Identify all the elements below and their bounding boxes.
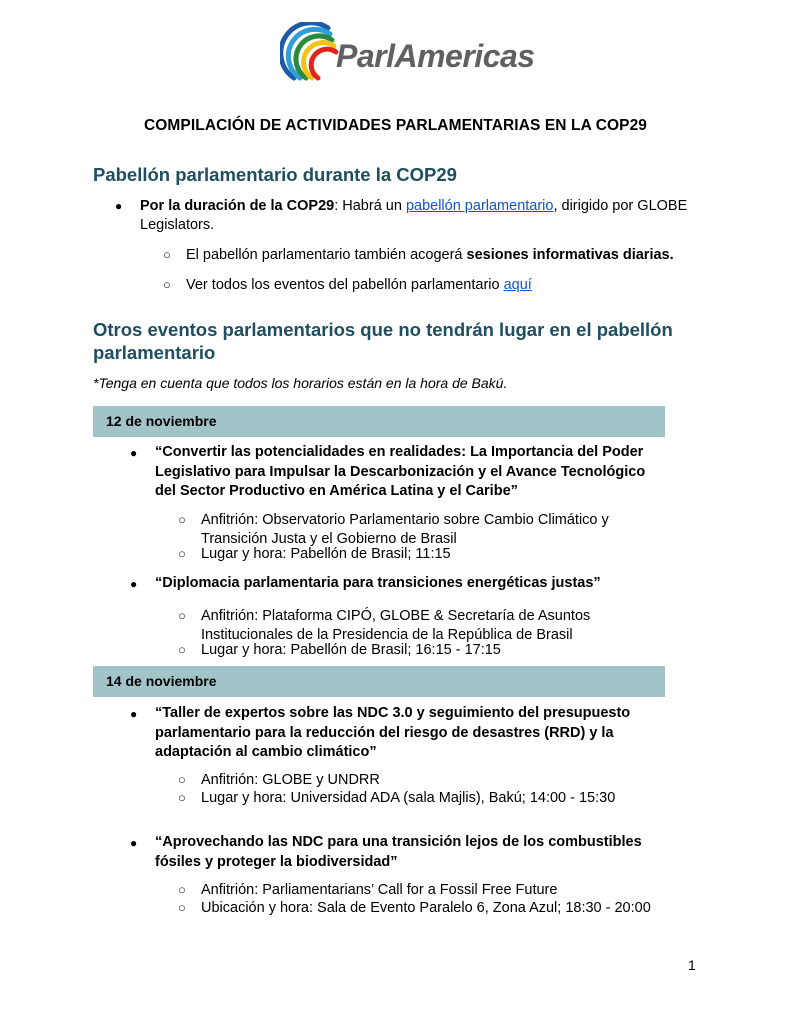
hollow-bullet-icon: ○ <box>178 546 186 561</box>
hollow-bullet-icon: ○ <box>178 772 186 787</box>
date-band <box>93 666 665 697</box>
date-label: 12 de noviembre <box>106 413 217 429</box>
event-place: Lugar y hora: Pabellón de Brasil; 16:15 - 17:15 <box>201 642 501 658</box>
event-place: Ubicación y hora: Sala de Evento Paralelo 6, Zona Azul; 18:30 - 20:00 <box>201 900 651 916</box>
event-host-line: Transición Justa y el Gobierno de Brasil <box>201 531 457 547</box>
event-title <box>155 574 601 594</box>
pavilion-bullet-line2: Legislators. <box>140 217 215 233</box>
event-title <box>155 443 645 502</box>
document-title: COMPILACIÓN DE ACTIVIDADES PARLAMENTARIAS EN LA COP29 <box>143 117 648 134</box>
hollow-bullet-icon: ○ <box>178 608 186 623</box>
bullet-icon: ● <box>130 707 138 721</box>
pavilion-sub-events <box>186 276 532 295</box>
pavilion-bullet-bold: Por la duración de la COP29 <box>140 198 335 214</box>
hollow-bullet-icon: ○ <box>163 247 171 262</box>
event-title <box>155 833 642 872</box>
events-text: Ver todos los eventos del pabellón parlamentario <box>186 277 504 293</box>
hollow-bullet-icon: ○ <box>178 512 186 527</box>
event-title <box>155 704 630 763</box>
pavilion-link[interactable]: pabellón parlamentario <box>405 198 554 214</box>
pavilion-bullet-text: : Habrá un <box>334 198 406 214</box>
pavilion-bullet-line1 <box>140 197 687 216</box>
hollow-bullet-icon: ○ <box>178 900 186 915</box>
bullet-icon: ● <box>115 199 123 213</box>
briefings-text: El pabellón parlamentario también acogerá <box>186 247 467 263</box>
briefings-bold: sesiones informativas diarias. <box>466 247 674 263</box>
event-host: Anfitrión: GLOBE y UNDRR <box>201 772 380 788</box>
hollow-bullet-icon: ○ <box>178 790 186 805</box>
event-title-line: “Convertir las potencialidades en realidades: La Importancia del Poder <box>155 444 644 460</box>
page-number: 1 <box>688 957 696 973</box>
event-host <box>201 607 590 645</box>
event-title-line: del Sector Productivo en América Latina y el Caribe” <box>155 483 518 499</box>
section-heading-other-events <box>93 318 693 364</box>
event-host-line: Institucionales de la Presidencia de la República de Brasil <box>201 627 573 643</box>
event-host-line: Anfitrión: Observatorio Parlamentario sobre Cambio Climático y <box>201 512 609 528</box>
event-title-line: parlamentario para la reducción del riesgo de desastres (RRD) y la <box>155 724 614 741</box>
timezone-note: *Tenga en cuenta que todos los horarios están en la hora de Bakú. <box>93 375 508 391</box>
event-title-line: Legislativo para Impulsar la Descarbonización y el Avance Tecnológico <box>155 463 646 480</box>
pavilion-bullet-text-after: , dirigido por GLOBE <box>553 198 688 214</box>
parlamericas-logo <box>280 22 535 94</box>
bullet-icon: ● <box>130 577 138 591</box>
event-title-line: fósiles y proteger la biodiversidad” <box>155 853 398 870</box>
hollow-bullet-icon: ○ <box>178 882 186 897</box>
event-place: Lugar y hora: Universidad ADA (sala Majlis), Bakú; 14:00 - 15:30 <box>201 790 616 806</box>
event-title-line: “Taller de expertos sobre las NDC 3.0 y seguimiento del presupuesto <box>155 705 631 721</box>
logo-swoosh-icon <box>280 22 340 94</box>
event-host <box>201 511 609 549</box>
heading-line: parlamentario <box>93 342 216 363</box>
event-host-line: Anfitrión: Plataforma CIPÓ, GLOBE & Secretaría de Asuntos <box>201 608 591 624</box>
event-title-line: adaptación al cambio climático” <box>155 744 377 760</box>
event-title-line: “Diplomacia parlamentaria para transiciones energéticas justas” <box>155 575 601 591</box>
events-here-link[interactable]: aquí <box>503 277 532 293</box>
date-band <box>93 406 665 437</box>
event-host: Anfitrión: Parliamentarians’ Call for a Fossil Free Future <box>201 882 558 898</box>
section-heading-pavilion: Pabellón parlamentario durante la COP29 <box>93 164 457 185</box>
bullet-icon: ● <box>130 446 138 460</box>
event-place: Lugar y hora: Pabellón de Brasil; 11:15 <box>201 546 451 562</box>
event-title-line: “Aprovechando las NDC para una transición lejos de los combustibles <box>155 834 642 850</box>
date-label: 14 de noviembre <box>106 673 217 689</box>
pavilion-sub-briefings <box>186 246 674 265</box>
bullet-icon: ● <box>130 836 138 850</box>
logo-wordmark: ParlAmericas <box>336 38 535 74</box>
heading-line: Otros eventos parlamentarios que no tendrán lugar en el pabellón <box>93 319 673 340</box>
hollow-bullet-icon: ○ <box>178 642 186 657</box>
hollow-bullet-icon: ○ <box>163 277 171 292</box>
